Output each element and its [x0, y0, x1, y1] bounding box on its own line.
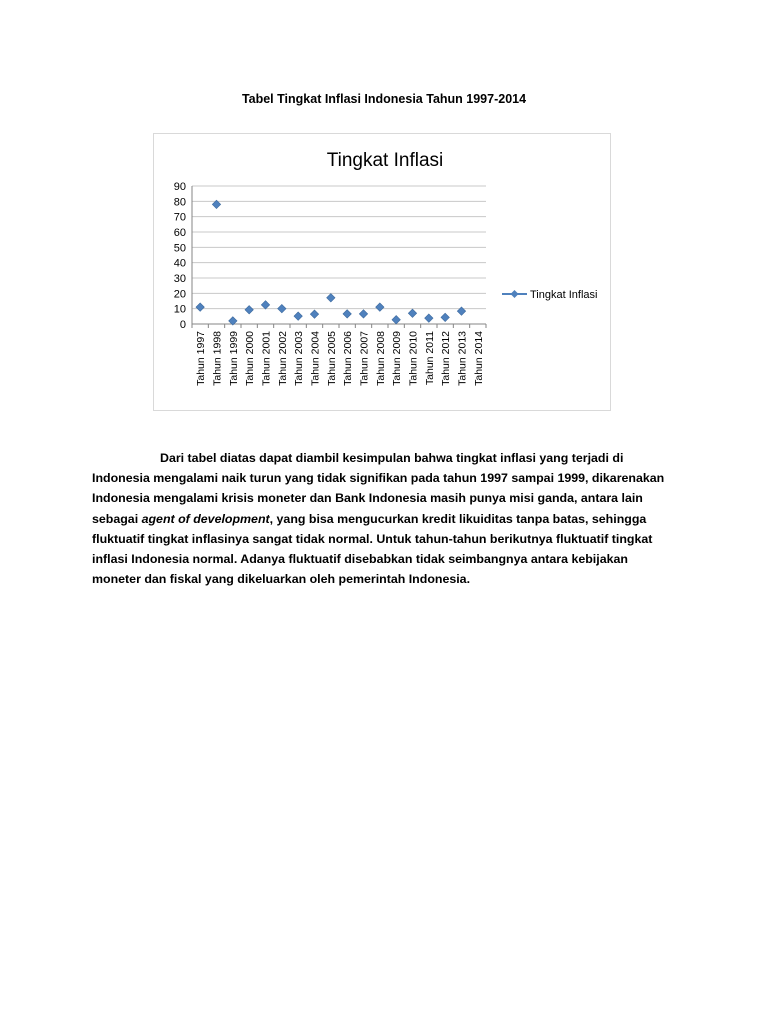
data-point [196, 303, 204, 311]
x-tick-label: Tahun 2011 [423, 331, 436, 386]
x-tick-label: Tahun 2008 [374, 331, 387, 386]
paragraph-emphasis: agent of development [141, 511, 270, 526]
x-tick-label: Tahun 2002 [276, 331, 289, 386]
x-tick-label: Tahun 2001 [260, 331, 273, 386]
legend-label: Tingkat Inflasi [530, 289, 598, 301]
y-tick-label: 90 [173, 181, 186, 193]
paragraph-text-before: Dari tabel diatas dapat diambil kesimpulan bahwa tingkat inflasi yang terjadi di Indonesia mengalami naik turun yang tidak signifikan pada tahun 1997 sampai 1999, dikarenakan Indonesia mengalami krisis moneter dan Bank Indonesia masih punya misi ganda, antara lain sebagai [92, 451, 665, 526]
y-tick-label: 60 [173, 227, 186, 239]
x-tick-label: Tahun 2006 [342, 331, 355, 386]
document-title: Tabel Tingkat Inflasi Indonesia Tahun 1997-2014 [241, 92, 527, 106]
y-tick-label: 50 [173, 242, 186, 255]
x-tick-label: Tahun 2009 [391, 331, 404, 386]
data-point [408, 309, 416, 317]
y-tick-label: 80 [173, 196, 186, 209]
data-point [343, 310, 351, 318]
chart-title: Tingkat Inflasi [326, 150, 444, 171]
inflation-chart [153, 133, 611, 411]
y-tick-label: 30 [173, 273, 186, 285]
x-tick-label: Tahun 1998 [211, 331, 224, 386]
x-tick-label: Tahun 2007 [358, 331, 371, 386]
x-tick-label: Tahun 1997 [195, 331, 208, 386]
y-tick-label: 40 [173, 257, 186, 270]
x-tick-label: Tahun 2012 [440, 331, 453, 386]
x-tick-label: Tahun 2014 [472, 331, 485, 386]
data-point [376, 303, 384, 311]
x-tick-label: Tahun 2013 [456, 331, 469, 386]
body-paragraph [92, 448, 680, 589]
data-point [425, 314, 433, 322]
data-point [327, 294, 335, 302]
data-point [294, 312, 302, 320]
data-point [359, 310, 367, 318]
x-tick-label: Tahun 2000 [244, 331, 257, 386]
x-tick-label: Tahun 2010 [407, 331, 420, 386]
y-tick-label: 10 [173, 303, 186, 316]
y-tick-label: 0 [179, 319, 186, 331]
y-tick-label: 20 [173, 288, 186, 301]
data-point [245, 306, 253, 314]
x-tick-label: Tahun 1999 [227, 331, 240, 386]
x-tick-label: Tahun 2003 [293, 331, 306, 386]
data-point [441, 313, 449, 321]
chart-canvas [154, 134, 610, 410]
paragraph-text-after: , yang bisa mengucurkan kredit likuiditas tanpa batas, sehingga fluktuatif tingkat inflasinya sangat tidak normal. Untuk tahun-tahun berikutnya fluktuatif tingkat inflasi Indonesia normal. Adanya fluktuatif disebabkan tidak seimbangnya antara kebijakan moneter dan fiskal yang dikeluarkan oleh pemerintah Indonesia. [92, 511, 653, 587]
data-point [278, 304, 286, 312]
x-tick-label: Tahun 2004 [309, 331, 322, 386]
x-tick-label: Tahun 2005 [325, 331, 338, 386]
y-tick-label: 70 [173, 211, 186, 224]
data-point [310, 310, 318, 318]
data-point [392, 316, 400, 324]
data-point [261, 301, 269, 309]
legend-marker [511, 290, 519, 298]
